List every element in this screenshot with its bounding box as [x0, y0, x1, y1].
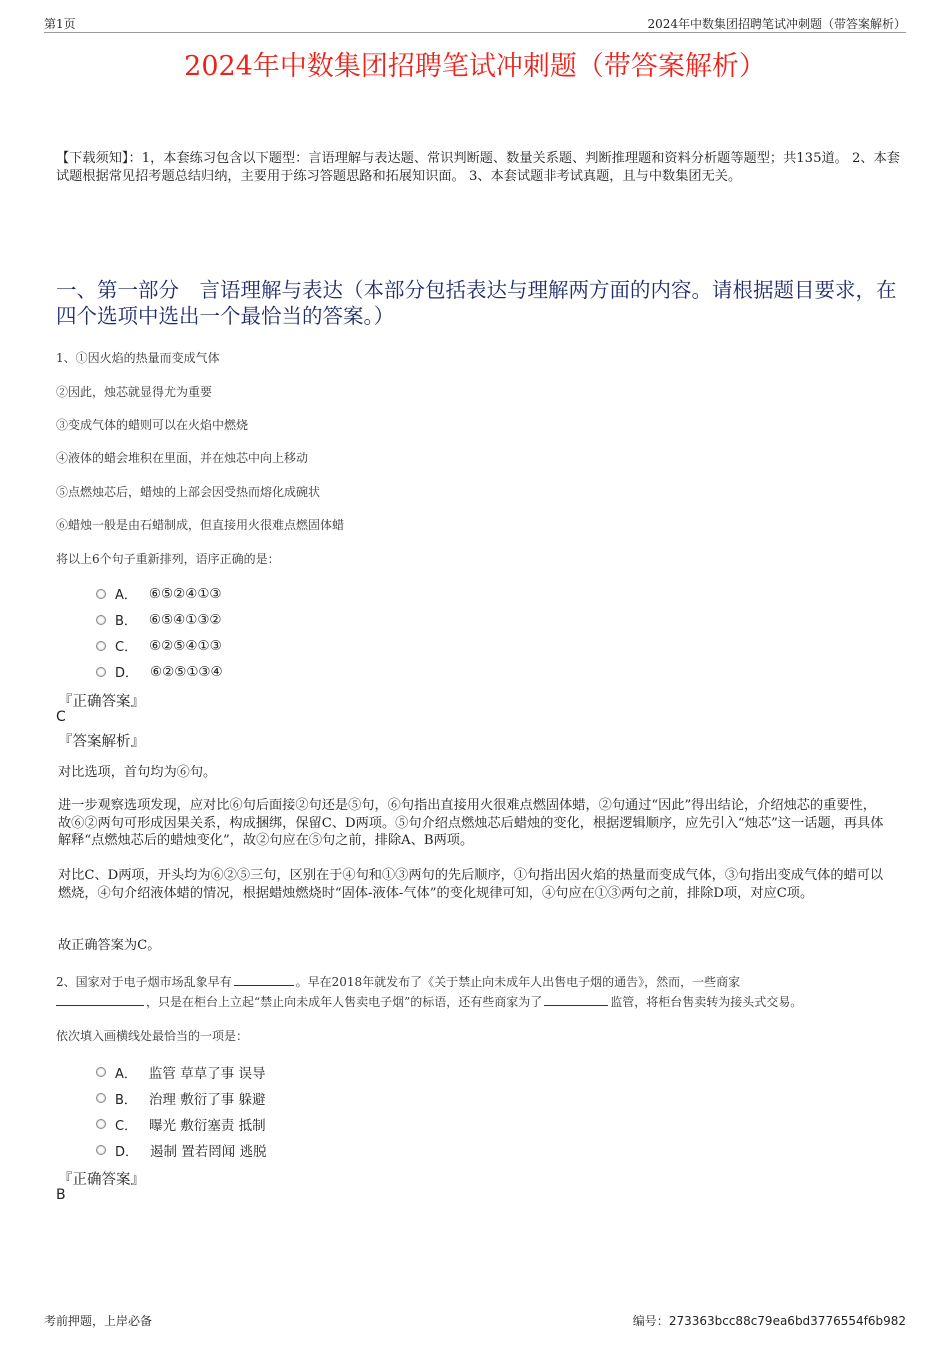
footer-code: 编号：273363bcc88c79ea6bd3776554f6b982	[632, 1314, 906, 1328]
page-title: 2024年中数集团招聘笔试冲刺题（带答案解析）	[184, 51, 766, 82]
q1-line-4: ④液体的蜡会堆积在里面，并在烛芯中向上移动	[56, 451, 309, 465]
section-heading: 一、第一部分 言语理解与表达（本部分包括表达与理解两方面的内容。请根据题目要求，在四个选项中选出一个最恰当的答案。）	[56, 278, 897, 328]
q1-analysis-para-2: 进一步观察选项发现，应对比⑥句后面接②句还是⑤句，⑥句指出直接用火很难点燃固体蜡，②句通过“因此”得出结论，介绍烛芯的重要性，故⑥②两句可形成因果关系，构成捆绑，保留C、D两项。⑤句介绍点燃烛芯后蜡烛的变化，根据逻辑顺序，应先引入“烛芯”这一话题，再具体解释“点燃烛芯后的蜡烛变化”，故②句应在⑤句之前，排除A、B两项。	[58, 798, 884, 848]
q1-analysis-para-3: 对比C、D两项，开头均为⑥②⑤三句，区别在于④句和①③两句的先后顺序，①句指出因火焰的热量而变成气体，③句指出变成气体的蜡可以燃烧，④句介绍液体蜡的情况，根据蜡烛燃烧时“固体-液体-气体”的变化规律可知，④句应在①③两句之前，排除D项，对应C项。	[58, 868, 884, 901]
footer-slogan: 考前押题，上岸必备	[44, 1314, 153, 1328]
q1-line-6: ⑥蜡烛一般是由石蜡制成，但直接用火很难点燃固体蜡	[56, 518, 345, 532]
q2-option-b[interactable]: B． 治理 敷衍了事 躲避	[96, 1088, 266, 1108]
radio-icon[interactable]	[96, 667, 106, 677]
page-number: 第1页	[44, 17, 76, 31]
q1-answer: C	[56, 709, 66, 725]
q1-option-c[interactable]: C． ⑥②⑤④①③	[96, 636, 222, 655]
q1-analysis-label: 『答案解析』	[58, 734, 145, 750]
q1-line-1: 1、①因火焰的热量而变成气体	[56, 351, 220, 365]
header-doc-title: 2024年中数集团招聘笔试冲刺题（带答案解析）	[647, 17, 906, 31]
q1-line-5: ⑤点燃烛芯后，蜡烛的上部会因受热而熔化成碗状	[56, 485, 321, 499]
q1-option-b[interactable]: B． ⑥⑤④①③②	[96, 610, 222, 629]
blank-1	[234, 973, 294, 986]
radio-icon[interactable]	[96, 641, 106, 651]
q2-option-a[interactable]: A． 监管 草草了事 误导	[96, 1062, 266, 1082]
q2-stem: 2、国家对于电子烟市场乱象早有 。早在2018年就发布了《关于禁止向未成年人出售电子烟的通告》，然而，一些商家 ，只是在柜台上立起“禁止向未成年人售卖电子烟”的标语，还有些商家为了 监管，将柜台售卖转为接头式交易。	[56, 975, 803, 1009]
radio-icon[interactable]	[96, 615, 106, 625]
radio-icon[interactable]	[96, 1119, 106, 1129]
header-divider	[44, 32, 906, 33]
q2-answer-label: 『正确答案』	[58, 1172, 145, 1188]
radio-icon[interactable]	[96, 1067, 106, 1077]
q1-line-2: ②因此，烛芯就显得尤为重要	[56, 385, 213, 399]
blank-2	[56, 993, 144, 1006]
blank-3	[544, 993, 608, 1006]
q1-option-d[interactable]: D． ⑥②⑤①③④	[96, 662, 223, 681]
q1-analysis-para-1: 对比选项，首句均为⑥句。	[58, 765, 217, 780]
q2-option-c[interactable]: C． 曝光 敷衍塞责 抵制	[96, 1114, 266, 1134]
q1-line-3: ③变成气体的蜡则可以在火焰中燃烧	[56, 418, 249, 432]
q2-prompt: 依次填入画横线处最恰当的一项是：	[56, 1029, 249, 1043]
q1-prompt: 将以上6个句子重新排列，语序正确的是：	[56, 552, 280, 566]
q1-answer-label: 『正确答案』	[58, 694, 145, 710]
radio-icon[interactable]	[96, 589, 106, 599]
q2-answer: B	[56, 1187, 66, 1203]
q1-analysis-para-4: 故正确答案为C。	[58, 938, 161, 953]
q2-option-d[interactable]: D． 遏制 置若罔闻 逃脱	[96, 1140, 267, 1160]
q1-option-a[interactable]: A． ⑥⑤②④①③	[96, 584, 222, 603]
radio-icon[interactable]	[96, 1093, 106, 1103]
radio-icon[interactable]	[96, 1145, 106, 1155]
download-notice: 【下载须知】：1，本套练习包含以下题型：言语理解与表达题、常识判断题、数量关系题、判断推理题和资料分析题等题型；共135道。 2、本套试题根据常见招考题总结归纳，主要用于练习答题思路和拓展知识面。 3、本套试题非考试真题，且与中数集团无关。	[56, 151, 900, 184]
